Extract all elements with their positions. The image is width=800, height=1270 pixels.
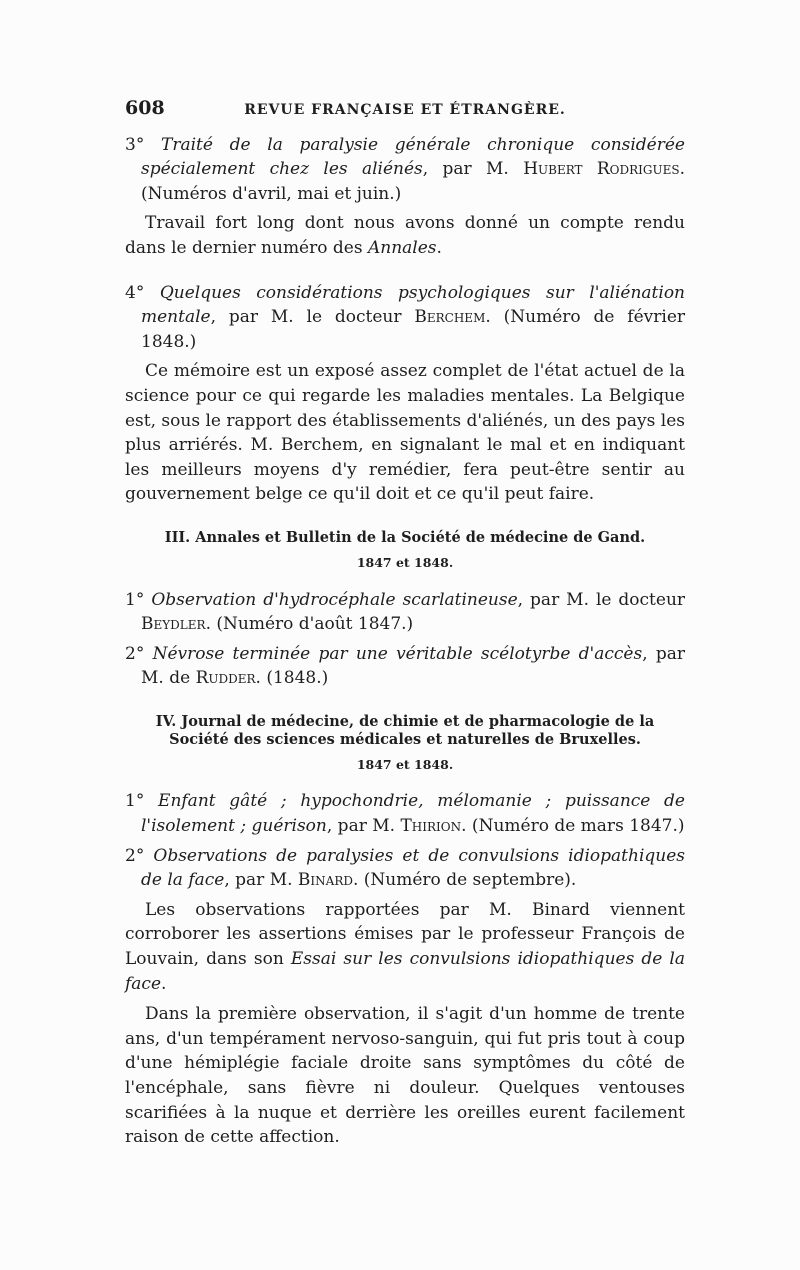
paragraph: Dans la première observation, il s'agit d'un homme de trente ans, d'un tempérament nervoso-sanguin, qui fut pris tout à coup d'une hémiplégie faciale droite sans symptômes du côté de l'encéphale, sans fièvre ni douleur. Quelques ventouses scarifiées à la nuque et derrière les oreilles eurent facilement raison de cette affection. [125, 1004, 685, 1148]
list-item [125, 844, 685, 893]
page-number: 608 [125, 97, 165, 119]
item-author: Berchem [414, 307, 486, 328]
item-issue: . (Numéro d'août 1847.) [205, 614, 414, 635]
item-author: Beydler [141, 614, 206, 635]
paragraph-text-end: . [436, 237, 442, 258]
text-column [125, 96, 685, 1156]
item-issue: . (Numéros d'avril, mai et juin.) [141, 159, 685, 204]
paragraph-text: Les observations rapportées par M. Binard viennent corroborer les assertions émises par le professeur François de Louvain, dans son [125, 899, 685, 970]
journal-title: Annales [367, 237, 437, 258]
paragraph: Ce mémoire est un exposé assez complet de l'état actuel de la science pour ce qui regarde les maladies mentales. La Belgique est, sous le rapport des établissements d'aliénés, un des pays les plus arriérés. M. Berchem, en signalant le mal et en indiquant les meilleurs moyens d'y remédier, fera peut-être sentir au gouvernement belge ce qu'il doit et ce qu'il peut faire. [125, 361, 685, 505]
item-author: Rudder [195, 668, 256, 689]
item-title: Observations de paralysies et de convulsions idiopathiques de la face [141, 845, 686, 891]
item-title: Observation d'hydrocéphale scarlatineuse [151, 589, 518, 610]
paragraph [125, 898, 685, 996]
item-byline: , par M. le docteur [210, 307, 415, 328]
item-title: Névrose terminée par une véritable scélotyrbe d'accès [152, 643, 643, 664]
spacer [125, 267, 685, 281]
list-item [125, 642, 685, 691]
item-title: Quelques considérations psychologiques sur l'aliénation mentale [141, 282, 685, 328]
list-item [125, 789, 685, 838]
item-issue: . (Numéro de février 1848.) [141, 307, 685, 352]
section-heading: IV. Journal de médecine, de chimie et de pharmacologie de la Société des sciences médicales et naturelles de Bruxelles. [155, 712, 655, 748]
item-number: 4° [125, 282, 145, 303]
item-byline: , par M. [224, 870, 298, 891]
item-title: Traité de la paralysie générale chronique considérée spécialement chez les aliénés [141, 134, 685, 180]
item-author: Binard [297, 870, 353, 891]
item-byline: , par M. de [141, 643, 685, 689]
item-number: 1° [125, 791, 145, 812]
item-number: 2° [125, 643, 145, 664]
paragraph-text: Travail fort long dont nous avons donné un compte rendu dans le dernier numéro des [125, 213, 685, 258]
list-item [125, 281, 685, 355]
item-issue: . (Numéro de septembre). [352, 870, 577, 891]
item-author: Hubert Rodrigues [523, 159, 680, 180]
running-head: REVUE FRANÇAISE ET ÉTRANGÈRE. [244, 102, 566, 118]
item-issue: . (Numéro de mars 1847.) [461, 816, 685, 837]
section-years: 1847 et 1848. [356, 554, 454, 570]
list-item [125, 133, 685, 207]
item-title: Enfant gâté ; hypochondrie, mélomanie ; puissance de l'isolement ; guérison [141, 791, 685, 837]
essay-title: Essai sur les convulsions idiopathiques de la face [125, 949, 685, 994]
item-number: 3° [125, 134, 145, 155]
item-number: 2° [125, 845, 145, 866]
list-item [125, 588, 685, 637]
item-byline: , par M. le docteur [517, 589, 686, 610]
section-years: 1847 et 1848. [356, 756, 454, 772]
paragraph [125, 211, 685, 260]
item-byline: , par M. [422, 159, 524, 180]
item-number: 1° [125, 589, 145, 610]
item-issue: . (1848.) [255, 668, 329, 689]
paragraph-text-end: . [161, 973, 167, 994]
page-header [125, 96, 685, 123]
item-byline: , par M. [326, 816, 401, 837]
section-heading: III. Annales et Bulletin de la Société de médecine de Gand. [164, 528, 646, 546]
item-author: Thirion [400, 816, 462, 837]
